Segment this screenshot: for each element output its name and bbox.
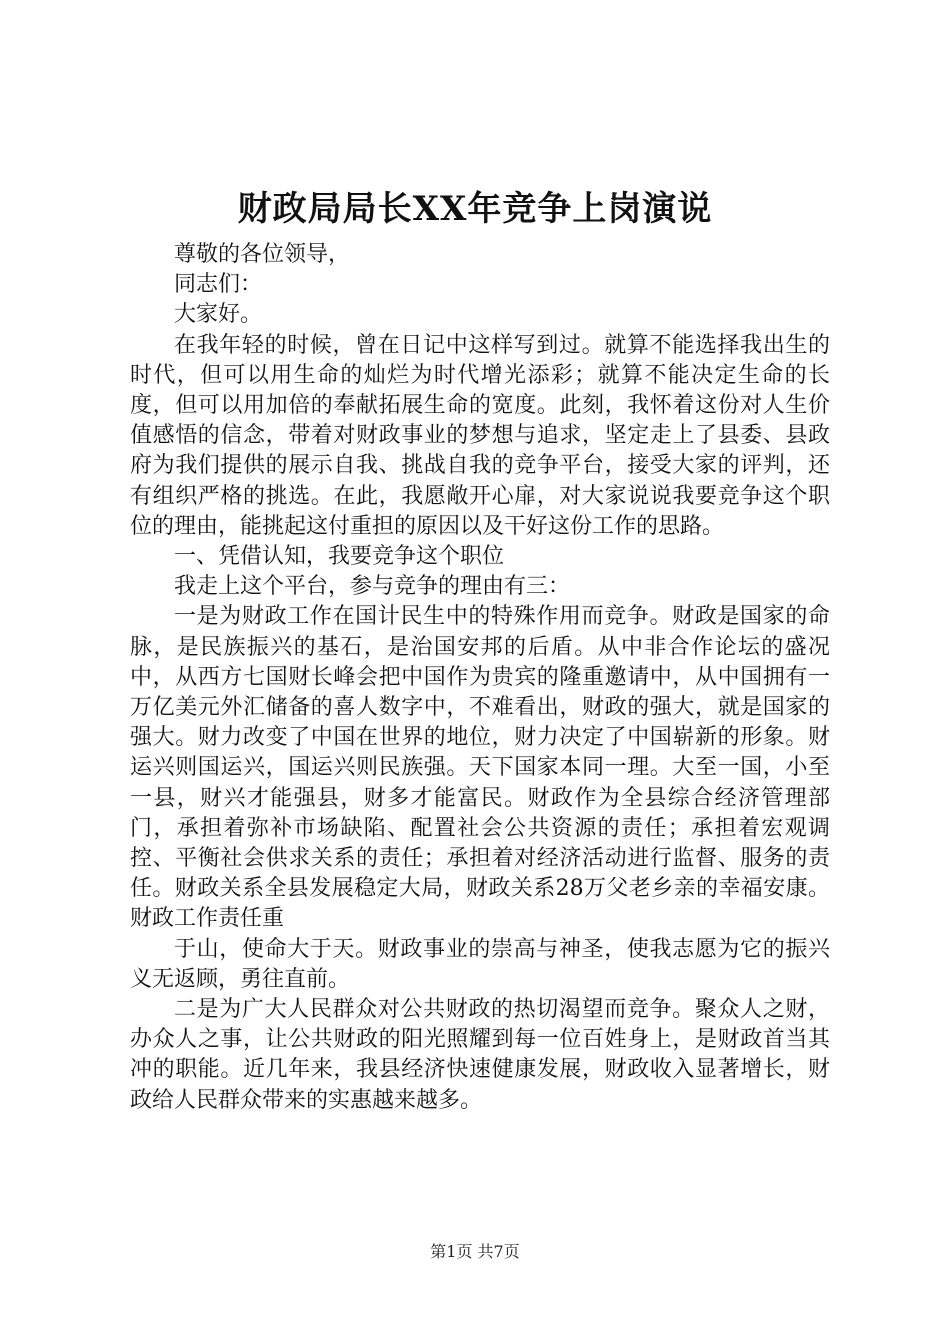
reason-one-paragraph: 一是为财政工作在国计民生中的特殊作用而竞争。财政是国家的命脉，是民族振兴的基石，是治国安邦的后盾。从中非合作论坛的盛况中，从西方七国财长峰会把中国作为贵宾的隆重邀请中，从中国拥有一万亿美元外汇储备的喜人数字中，不难看出，财政的强大，就是国家的强大。财力改变了中国在世界的地位，财力决定了中国崭新的形象。财运兴则国运兴，国运兴则民族强。天下国家本同一理。大至一国，小至一县，财兴才能强县，财多才能富民。财政作为全县综合经济管理部门，承担着弥补市场缺陷、配置社会公共资源的责任；承担着宏观调控、平衡社会供求关系的责任；承担着对经济活动进行监督、服务的责任。财政关系全县发展稳定大局，财政关系28万父老乡亲的幸福安康。财政工作责任重 xyxy=(130,604,830,932)
greeting: 大家好。 xyxy=(174,302,263,328)
salutation-comrades: 同志们： xyxy=(174,272,263,298)
reason-two-paragraph: 二是为广大人民群众对公共财政的热切渴望而竞争。聚众人之财，办众人之事，让公共财政的阳光照耀到每一位百姓身上，是财政首当其冲的职能。近几年来，我县经济快速健康发展，财政收入显著增长，财政给人民群众带来的实惠越来越多。 xyxy=(130,997,830,1113)
section-heading-1: 一、凭借认知，我要竞争这个职位 xyxy=(174,544,505,570)
salutation-leaders: 尊敬的各位领导， xyxy=(174,242,351,267)
document-body xyxy=(130,240,830,1116)
page-footer: 第1页 共7页 xyxy=(430,1242,520,1261)
document-title: 财政局局长XX年竞争上岗演说 xyxy=(237,189,713,229)
reasons-intro: 我走上这个平台，参与竞争的理由有三： xyxy=(174,574,571,600)
intro-paragraph: 在我年轻的时候，曾在日记中这样写到过。就算不能选择我出生的时代，但可以用生命的灿烂为时代增光添彩；就算不能决定生命的长度，但可以用加倍的奉献拓展生命的宽度。此刻，我怀着这份对人生价值感悟的信念，带着对财政事业的梦想与追求，坚定走上了县委、县政府为我们提供的展示自我、挑战自我的竞争平台，接受大家的评判，还有组织严格的挑选。在此，我愿敞开心扉，对大家说说我要竞争这个职位的理由，能挑起这付重担的原因以及干好这份工作的思路。 xyxy=(130,332,830,539)
reason-one-continued: 于山，使命大于天。财政事业的崇高与神圣，使我志愿为它的振兴义无返顾，勇往直前。 xyxy=(130,936,830,992)
